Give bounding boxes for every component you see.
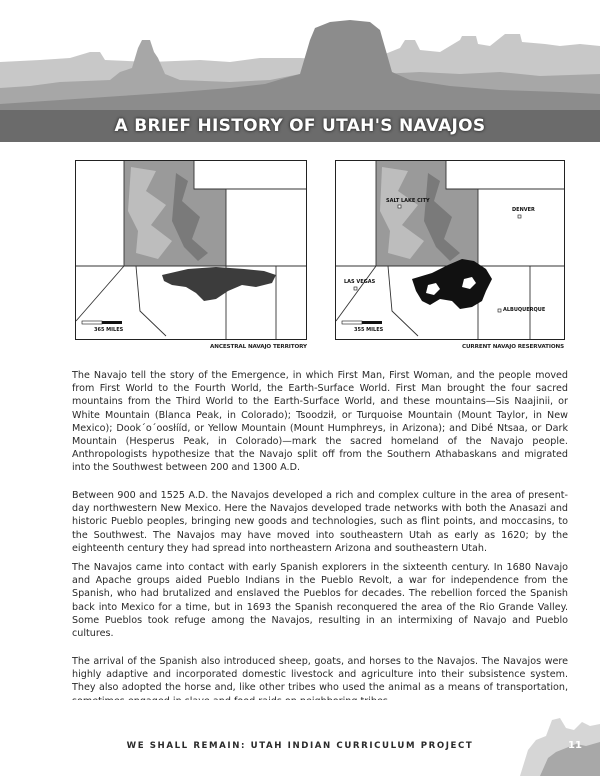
city-label-albuquerque: ALBUQUERQUE [503,307,546,313]
scale-label: 365 MILES [94,327,124,333]
footer-mesa-decoration [0,700,600,776]
page-number: 11 [568,740,582,751]
ancestral-territory-map [75,160,307,340]
city-label-las-vegas: LAS VEGAS [344,279,376,285]
page-title: A BRIEF HISTORY OF UTAH'S NAVAJOS [114,116,486,136]
paragraph-emergence: The Navajo tell the story of the Emergence, in which First Man, First Woman, and the people moved from First World to the Fourth World, the Earth-Surface World. First Man brought the four sacred mountains from the Third World to the Earth-Surface World, and these mountains—Sis Naajinii, or White Mountain (Blanca Peak, in Colorado); Tsoodził, or Turquoise Mountain (Mount Taylor, in New Mexico); Dook´o´oosłííd, or Yellow Mountain (Mount Humphreys, in Arizona); and Dibé Ntsaa, or Dark Mountain (Hesperus Peak, in Colorado)—mark the sacred homeland of the Navajo people. Anthropologists hypothesize that the Navajo split off from the Southern Athabaskans and migrated into the Southwest between 200 and 1300 A.D. [72,370,568,474]
current-map-caption: CURRENT NAVAJO RESERVATIONS [461,344,564,350]
paragraph-livestock: The arrival of the Spanish also introduced sheep, goats, and horses to the Navajos. The Navajos were highly adaptive and incorporated domestic livestock and agriculture into their subsistence system. They also adopted the horse and, like other tribes who used the animal as a means of transportation, [72,656,568,694]
paragraph-spanish-contact: The Navajos came into contact with early Spanish explorers in the sixteenth century. In 1680 Navajo and Apache groups aided Pueblo Indians in the Pueblo Revolt, a war for independence from the Spanish, who had brutalized and enslaved the Pueblos for decades. The rebellion forced the Spanish back into Mexico for a time, but in 1693 the Spanish reconquered the area of the Rio Grande Valley. Some Pueblos took refuge among the Navajos, resulting in an intermixing of Navajo and Pueblo cultures. [72,562,568,640]
ancestral-map-caption: ANCESTRAL NAVAJO TERRITORY [210,344,307,350]
scale-label: 355 MILES [354,327,384,333]
city-label-denver: DENVER [512,207,535,213]
paragraph-culture: Between 900 and 1525 A.D. the Navajos developed a rich and complex culture in the area of present-day northwestern New Mexico. Here the Navajos developed trade networks with both the Anasazi and historic Pueblo peoples, bringing new goods and technologies, such as flint points, and moccasins, to the Southwest. The Navajos may have moved into southeastern Utah as early as 1620; by the eighteenth century they had spread into northeastern Arizona and southeastern Utah. [72,490,568,554]
footer-project-title: WE SHALL REMAIN: UTAH INDIAN CURRICULUM PROJECT [126,741,474,751]
current-reservations-map [335,160,565,340]
city-label-salt-lake-city: SALT LAKE CITY [386,198,430,204]
